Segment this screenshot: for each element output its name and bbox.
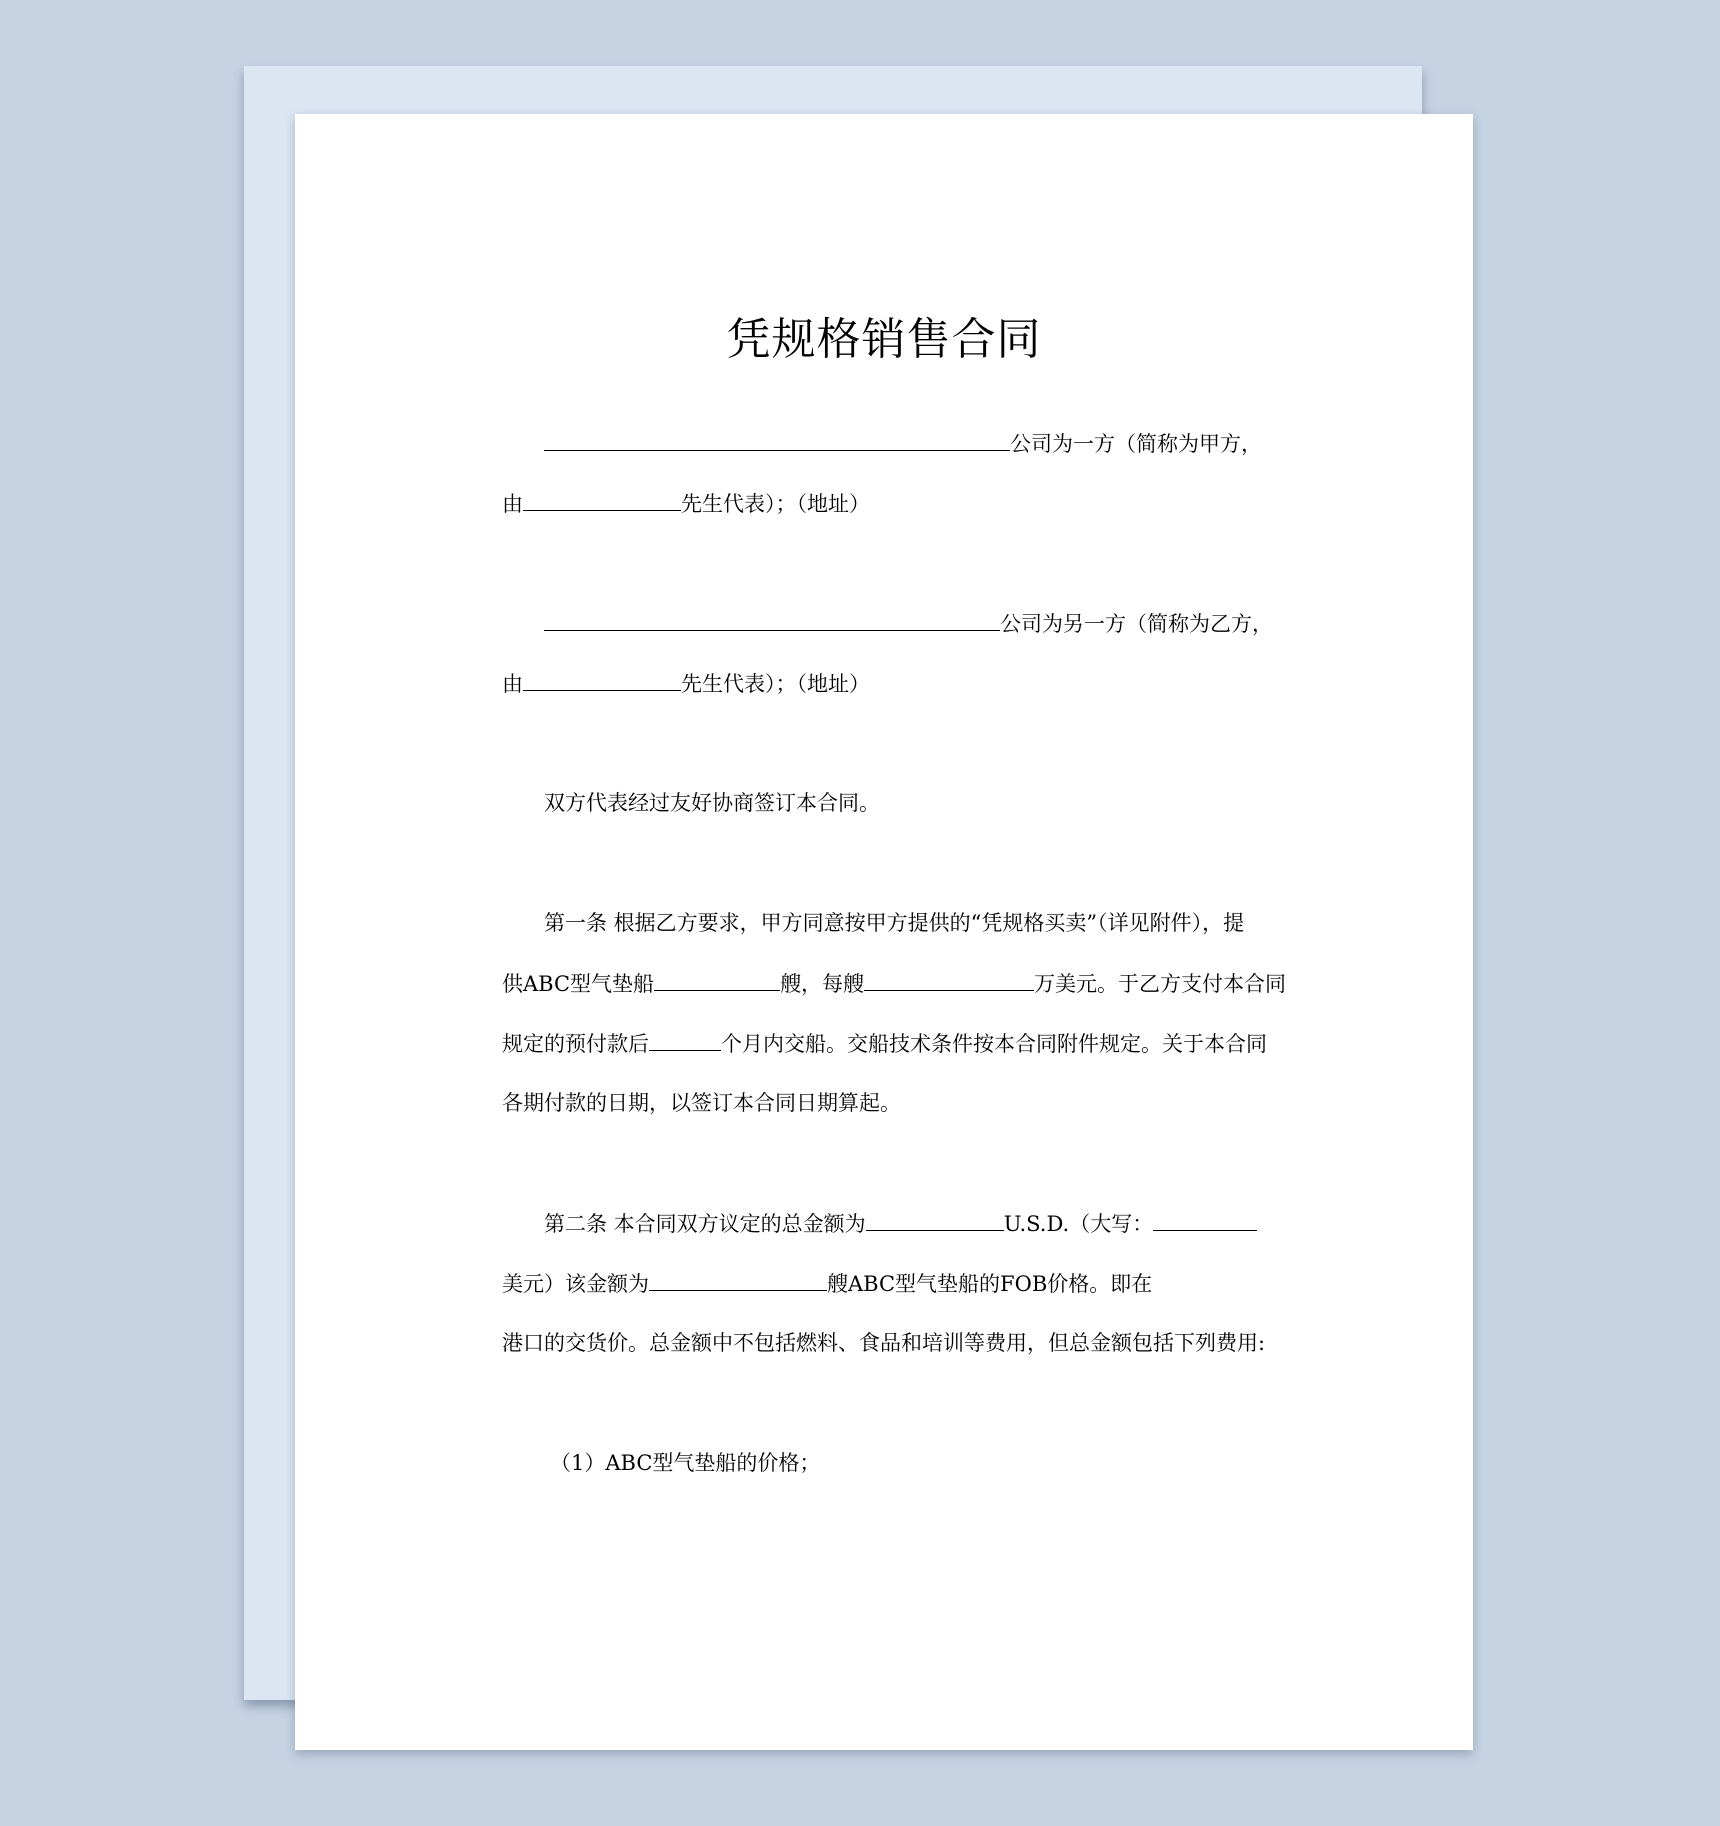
delivery-months-blank[interactable] — [649, 1028, 721, 1051]
party-a-line-1 — [544, 428, 1262, 459]
article-2-line-3: 港口的交货价。总金额中不包括燃料、食品和培训等费用，但总金额包括下列费用: — [502, 1331, 1266, 1355]
party-b-company-blank[interactable] — [544, 608, 1000, 631]
article-1-line-2-b: 艘，每艘 — [780, 972, 865, 996]
party-b-line-1-text: 公司为另一方（简称为乙方， — [1000, 612, 1273, 636]
article-1-line-3 — [502, 1028, 1267, 1059]
document-title: 凭规格销售合同 — [726, 314, 1042, 365]
party-a-representative-blank[interactable] — [523, 488, 681, 511]
article-1-line-3-b: 个月内交船。交船技术条件按本合同附件规定。关于本合同 — [721, 1032, 1267, 1056]
party-a-line-1-text: 公司为一方（简称为甲方， — [1010, 432, 1262, 456]
party-b-representative-blank[interactable] — [523, 668, 681, 691]
article-1-line-1: 第一条 根据乙方要求，甲方同意按甲方提供的“凭规格买卖”（详见附件），提 — [544, 911, 1245, 935]
total-amount-blank[interactable] — [866, 1208, 1004, 1231]
boat-quantity-blank[interactable] — [654, 968, 780, 991]
party-a-line-2 — [502, 488, 870, 519]
document-page — [295, 114, 1473, 1750]
party-b-line-2 — [502, 668, 870, 699]
unit-price-blank[interactable] — [864, 968, 1034, 991]
article-2-line-1 — [544, 1208, 1257, 1239]
article-2-line-2 — [502, 1268, 1152, 1299]
amount-in-words-blank[interactable] — [1153, 1208, 1257, 1231]
article-1-line-4: 各期付款的日期，以签订本合同日期算起。 — [502, 1091, 901, 1115]
list-item-1: （1）ABC型气垫船的价格； — [550, 1451, 821, 1475]
article-1-line-2-a: 供ABC型气垫船 — [502, 972, 655, 996]
intro-paragraph: 双方代表经过友好协商签订本合同。 — [544, 791, 880, 815]
party-a-line-2-text: 先生代表）；（地址） — [681, 492, 870, 516]
party-b-line-2-prefix: 由 — [502, 672, 523, 696]
party-a-line-2-prefix: 由 — [502, 492, 523, 516]
party-b-line-1 — [544, 608, 1273, 639]
article-2-line-1-b: U.S.D.（大写： — [1003, 1212, 1154, 1236]
article-2-line-1-a: 第二条 本合同双方议定的总金额为 — [544, 1212, 866, 1236]
article-1-line-2 — [502, 968, 1286, 999]
article-2-line-2-b: 艘ABC型气垫船的FOB价格。即在 — [827, 1272, 1153, 1296]
article-1-line-2-c: 万美元。于乙方支付本合同 — [1034, 972, 1287, 996]
article-1-line-3-a: 规定的预付款后 — [502, 1032, 649, 1056]
fob-boat-quantity-blank[interactable] — [649, 1268, 827, 1291]
party-a-company-blank[interactable] — [544, 428, 1010, 451]
article-2-line-2-a: 美元）该金额为 — [502, 1272, 649, 1296]
party-b-line-2-text: 先生代表）；（地址） — [681, 672, 870, 696]
